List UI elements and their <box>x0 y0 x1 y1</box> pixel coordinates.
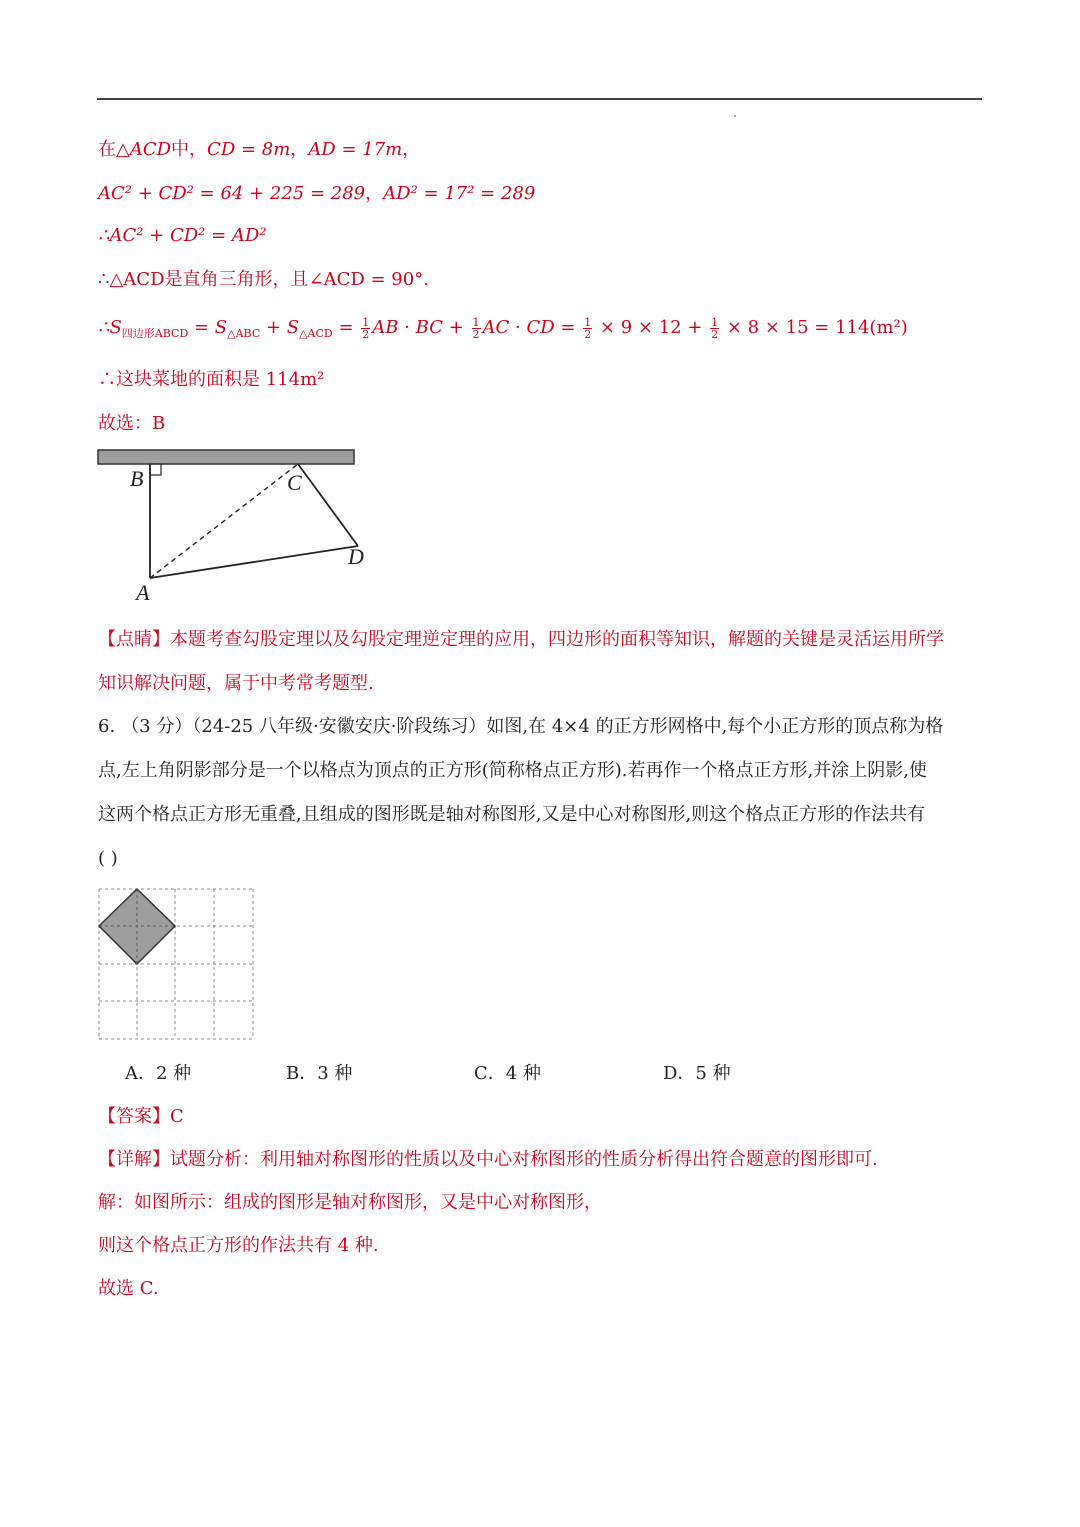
option-a: A．2 种 <box>125 1063 192 1084</box>
answer-line: 【答案】C <box>98 1106 184 1127</box>
segment-CD <box>298 464 358 546</box>
question-line-1: 6. （3 分）（24-25 八年级·安徽安庆·阶段练习）如图,在 4×4 的正方形网格中,每个小正方形的顶点称为格 <box>98 716 944 737</box>
option-d: D．5 种 <box>663 1063 731 1084</box>
note-line-2: 知识解决问题，属于中考常考题型. <box>98 673 374 694</box>
solution-line-6: ∴这块菜地的面积是 114m² <box>98 369 325 390</box>
quadrilateral-figure <box>90 442 380 612</box>
solution-text-1: 解：如图所示：组成的图形是轴对称图形，又是中心对称图形， <box>98 1192 602 1213</box>
fraction-half: $\frac{1}{2}$ <box>362 315 370 341</box>
question-blank: ( ) <box>98 848 118 869</box>
solution-text-2: 则这个格点正方形的作法共有 4 种. <box>98 1235 379 1256</box>
label-D: D <box>348 544 364 569</box>
header-rule <box>97 98 982 100</box>
segment-AC-dashed <box>150 464 298 578</box>
fraction-half: $\frac{1}{2}$ <box>472 315 480 341</box>
right-angle-mark <box>150 464 161 475</box>
grid-figure <box>96 886 258 1044</box>
solution-text-3: 故选 C. <box>98 1278 159 1299</box>
solution-line-5: $\therefore S_{四边形ABCD} = S_{\triangle ABC} + S_{\triangle ACD}$ = $\frac{1}{2}$ AB · BC + $\frac{1}{2}$ AC · CD = $\frac{1}{2}$ × 9 × 12 + $\frac{1}{2}$ × 8 × 15 = 114(m²) <box>98 315 908 341</box>
solution-line-4: ∴△ACD是直角三角形，且∠ACD = 90°. <box>98 269 429 290</box>
solution-line-1: 在△ACD中，CD = 8m，AD = 17m， <box>98 139 421 160</box>
option-b: B．3 种 <box>286 1063 353 1084</box>
solution-line-7: 故选：B <box>98 413 166 434</box>
question-number: 6. <box>98 716 116 737</box>
label-C: C <box>287 470 302 495</box>
detail-line: 【详解】试题分析：利用轴对称图形的性质以及中心对称图形的性质分析得出符合题意的图形即可. <box>98 1149 878 1170</box>
option-c: C．4 种 <box>474 1063 541 1084</box>
question-line-2: 点,左上角阴影部分是一个以格点为顶点的正方形(简称格点正方形).若再作一个格点正方形,并涂上阴影,使 <box>98 760 927 781</box>
wall-bar <box>98 450 354 464</box>
segment-AD <box>150 546 358 578</box>
note-line-1: 【点睛】本题考查勾股定理以及勾股定理逆定理的应用，四边形的面积等知识，解题的关键是灵活运用所学 <box>98 629 944 650</box>
stray-dot <box>734 115 736 117</box>
label-B: B <box>130 466 144 491</box>
question-line-3: 这两个格点正方形无重叠,且组成的图形既是轴对称图形,又是中心对称图形,则这个格点正方形的作法共有 <box>98 804 926 825</box>
solution-line-3: ∴AC² + CD² = AD² <box>98 225 267 246</box>
fraction-half: $\frac{1}{2}$ <box>584 315 592 341</box>
label-A: A <box>136 580 150 605</box>
fraction-half: $\frac{1}{2}$ <box>711 315 719 341</box>
solution-line-2: AC² + CD² = 64 + 225 = 289，AD² = 17² = 289 <box>98 183 536 204</box>
